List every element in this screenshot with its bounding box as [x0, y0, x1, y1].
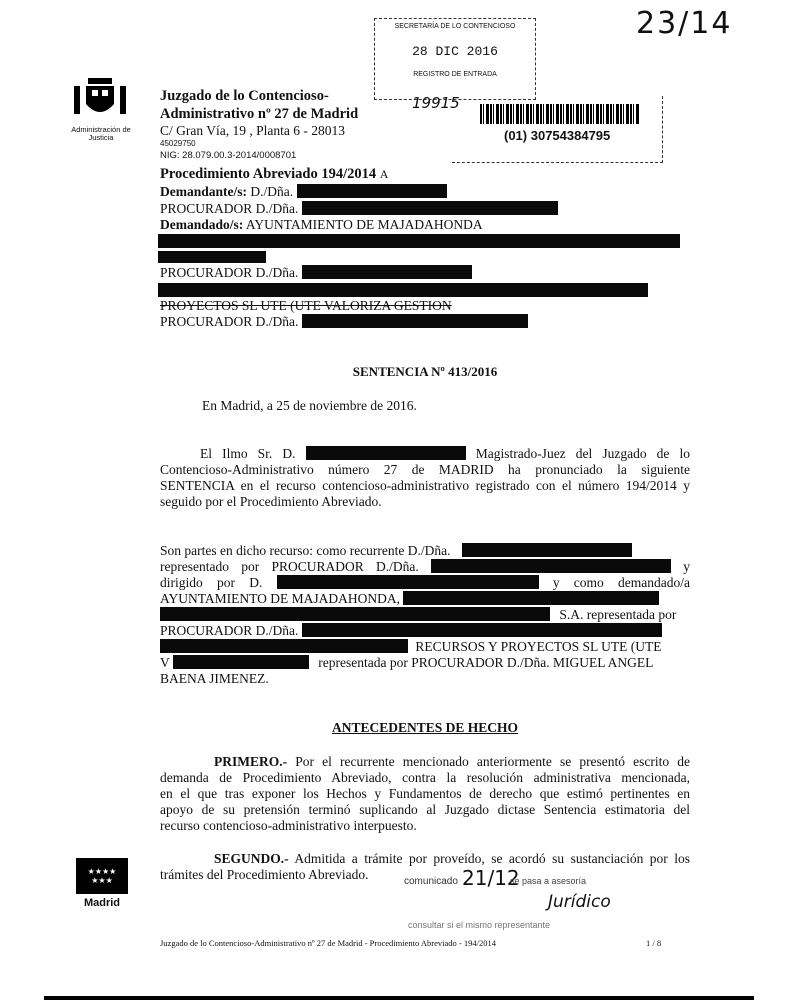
text: El Ilmo Sr. D.: [200, 446, 296, 461]
primero-line5: recurso contencioso-administrativo interpuesto.: [160, 818, 417, 833]
handwritten-reference: 23/14: [636, 6, 733, 41]
procurador-label: PROCURADOR D./Dña.: [160, 265, 299, 280]
section-heading: ANTECEDENTES DE HECHO: [331, 720, 519, 735]
madrid-logo: [76, 858, 128, 894]
text: dirigido por D.: [160, 575, 263, 590]
para1-line3: SENTENCIA en el recurso contencioso-administrativo registrado con el número 194/2014 y: [160, 478, 690, 493]
barcode-box: [452, 96, 663, 163]
text: Magistrado-Juez del Juzgado de lo: [475, 446, 690, 461]
procedure-title: [160, 166, 388, 182]
redaction: [462, 543, 632, 557]
nig-number: NIG: 28.079.00.3-2014/0008701: [160, 150, 297, 161]
para2-line6: [160, 623, 662, 639]
procedure-number: Procedimiento Abreviado 194/2014: [160, 166, 377, 182]
demandado-label: Demandado/s:: [160, 217, 244, 232]
text: Son partes en dicho recurso: como recurrente D./Dña.: [160, 543, 451, 558]
handwritten-juridico: Jurídico: [548, 892, 611, 912]
para1-line1: [200, 446, 690, 462]
para1-line2: Contencioso-Administrativo número 27 de MADRID ha pronunciado la siguiente: [160, 462, 690, 477]
procurador-label: PROCURADOR D./Dña.: [160, 314, 299, 329]
text: AYUNTAMIENTO DE MAJADAHONDA,: [160, 591, 401, 606]
redaction: [160, 639, 408, 653]
redaction: [302, 314, 528, 328]
footer-text: Juzgado de lo Contencioso-Administrativo nº 27 de Madrid - Procedimiento Abreviado - 194/2014: [160, 938, 496, 948]
redaction: [173, 655, 309, 669]
demandado-value: AYUNTAMIENTO DE MAJADAHONDA: [245, 217, 483, 232]
procurador-row-2: [160, 265, 472, 281]
para2-line2: [160, 559, 690, 575]
primero-label: PRIMERO.-: [214, 754, 288, 769]
text: representada por PROCURADOR D./Dña. MIGUEL ANGEL: [318, 655, 654, 670]
procedure-suffix: A: [379, 167, 389, 181]
stamp-date: 28 DIC 2016: [412, 44, 498, 59]
barcode: [480, 104, 640, 124]
coat-of-arms-icon: [72, 76, 128, 122]
para2-line5: [160, 607, 676, 623]
redaction: [302, 265, 472, 279]
registry-stamp: [374, 18, 536, 100]
text: S.A. representada por: [559, 607, 677, 622]
demandante-label: Demandante/s:: [160, 184, 247, 199]
para1-line4: seguido por el Procedimiento Abreviado.: [160, 494, 382, 509]
court-code: 45029750: [160, 139, 196, 148]
coat-caption: Administración de Justicia: [71, 125, 131, 142]
scan-bottom-border: [44, 996, 754, 1000]
handwritten-date: 21/12: [462, 866, 520, 890]
para2-line1: [160, 543, 632, 559]
primero-line3: en el que tras exponer los Hechos y Fundamentos de derecho que estimó pertinentes en: [160, 786, 690, 801]
procurador-label: PROCURADOR D./Dña.: [160, 201, 299, 216]
coat-of-arms: [72, 76, 128, 122]
court-name-line1: Juzgado de lo Contencioso-: [160, 88, 329, 104]
para2-line9: BAENA JIMENEZ.: [160, 671, 269, 686]
madrid-stars: ★★★★ ★★★: [87, 867, 117, 885]
text: V: [160, 655, 170, 670]
redaction: [403, 591, 659, 605]
primero-line4: apoyo de su pretensión terminó suplicando al Juzgado dictase Sentencia estimatoria del: [160, 802, 690, 817]
stamp-registry: REGISTRO DE ENTRADA: [413, 71, 497, 78]
se-pasa-note: se pasa a asesoría: [510, 876, 587, 886]
para2-line4: [160, 591, 659, 607]
redaction: [302, 623, 662, 637]
text: PROCURADOR D./Dña.: [160, 623, 299, 638]
text: representado por PROCURADOR D./Dña.: [160, 559, 419, 574]
handwritten-number: 19915: [412, 94, 460, 112]
segundo-line2: trámites del Procedimiento Abreviado.: [160, 867, 369, 882]
procurador-row-3: [160, 314, 528, 330]
text: Admitida a trámite por proveído, se acordó su sustanciación por los: [294, 851, 690, 866]
faint-note: consultar si el mismo representante: [408, 920, 551, 930]
redaction: [158, 234, 680, 248]
page-number: 1 / 8: [646, 938, 662, 948]
redaction: [302, 201, 558, 215]
redaction: [306, 446, 466, 460]
redaction: [277, 575, 539, 589]
comunicado-stamp: comunicado: [404, 876, 458, 887]
para2-line8: [160, 655, 653, 671]
segundo-line1: [214, 851, 690, 867]
text: y: [683, 559, 691, 574]
text: RECURSOS Y PROYECTOS SL UTE (UTE: [415, 639, 662, 654]
madrid-logo-text: Madrid: [83, 897, 121, 909]
place-date: En Madrid, a 25 de noviembre de 2016.: [202, 398, 417, 413]
para2-line7: [160, 639, 662, 655]
redaction: [158, 251, 266, 263]
struck-party-line: PROYECTOS SL UTE (UTE VALORIZA GESTION: [160, 298, 452, 313]
demandado-row: [160, 217, 483, 233]
primero-line2: demanda de Procedimiento Abreviado, contra la resolución administrativa mencionada,: [160, 770, 690, 785]
stamp-header: SECRETARÍA DE LO CONTENCIOSO: [394, 23, 516, 30]
para2-line3: [160, 575, 690, 591]
redaction: [297, 184, 447, 198]
barcode-number: (01) 30754384795: [504, 128, 611, 143]
segundo-label: SEGUNDO.-: [214, 851, 289, 866]
demandante-row: [160, 184, 447, 200]
redaction: [431, 559, 671, 573]
procurador-row-1: [160, 201, 558, 217]
text: y como demandado/a: [552, 575, 690, 590]
primero-line1: [214, 754, 690, 770]
redaction: [158, 283, 648, 297]
demandante-value: D./Dña.: [250, 184, 294, 199]
court-address: C/ Gran Vía, 19 , Planta 6 - 28013: [160, 123, 345, 138]
court-name-line2: Administrativo nº 27 de Madrid: [160, 106, 359, 122]
sentence-title: SENTENCIA Nº 413/2016: [352, 364, 498, 379]
redaction: [160, 607, 550, 621]
text: Por el recurrente mencionado anteriormente se presentó escrito de: [295, 754, 690, 769]
